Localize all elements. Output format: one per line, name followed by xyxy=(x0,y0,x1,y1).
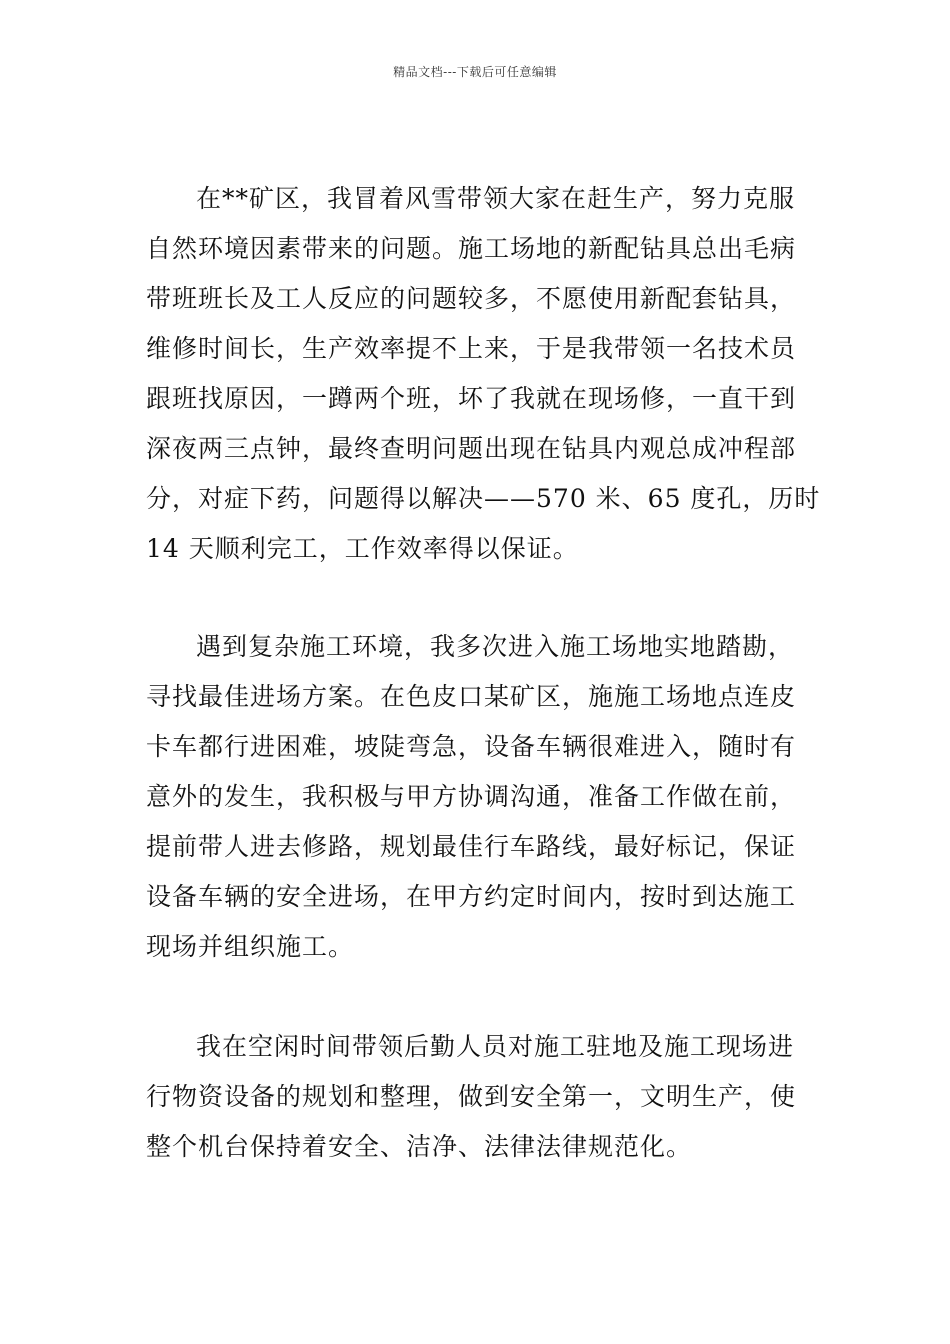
page-header: 精品文档---下载后可任意编辑 xyxy=(393,65,557,79)
text-line: 自然环境因素带来的问题。施工场地的新配钻具总出毛病 xyxy=(146,234,797,263)
text-line: 跟班找原因，一蹲两个班，坏了我就在现场修，一直干到 xyxy=(146,384,797,413)
text-line: 深夜两三点钟，最终查明问题出现在钻具内观总成冲程部 xyxy=(146,434,797,463)
text-line: 维修时间长，生产效率提不上来，于是我带领一名技术员 xyxy=(146,334,797,363)
text-line: 寻找最佳进场方案。在色皮口某矿区，施施工场地点连皮 xyxy=(146,682,797,711)
text-line: 14 天顺利完工，工作效率得以保证。 xyxy=(146,534,579,563)
text-line: 设备车辆的安全进场，在甲方约定时间内，按时到达施工 xyxy=(146,882,797,911)
text-line: 意外的发生，我积极与甲方协调沟通，准备工作做在前， xyxy=(146,782,797,811)
text-line: 我在空闲时间带领后勤人员对施工驻地及施工现场进 xyxy=(196,1032,795,1061)
text-line: 提前带人进去修路，规划最佳行车路线，最好标记，保证 xyxy=(146,832,797,861)
text-line: 在**矿区，我冒着风雪带领大家在赶生产，努力克服 xyxy=(196,184,796,213)
text-line: 现场并组织施工。 xyxy=(146,932,355,961)
text-line: 卡车都行进困难，坡陡弯急，设备车辆很难进入，随时有 xyxy=(146,732,797,761)
text-line: 行物资设备的规划和整理，做到安全第一，文明生产，使 xyxy=(146,1082,797,1111)
text-line: 带班班长及工人反应的问题较多，不愿使用新配套钻具， xyxy=(146,284,797,313)
text-line: 分，对症下药，问题得以解决——570 米、65 度孔，历时 xyxy=(146,484,821,513)
text-line: 整个机台保持着安全、洁净、法律法律规范化。 xyxy=(146,1132,693,1161)
text-line: 遇到复杂施工环境，我多次进入施工场地实地踏勘， xyxy=(196,632,795,661)
